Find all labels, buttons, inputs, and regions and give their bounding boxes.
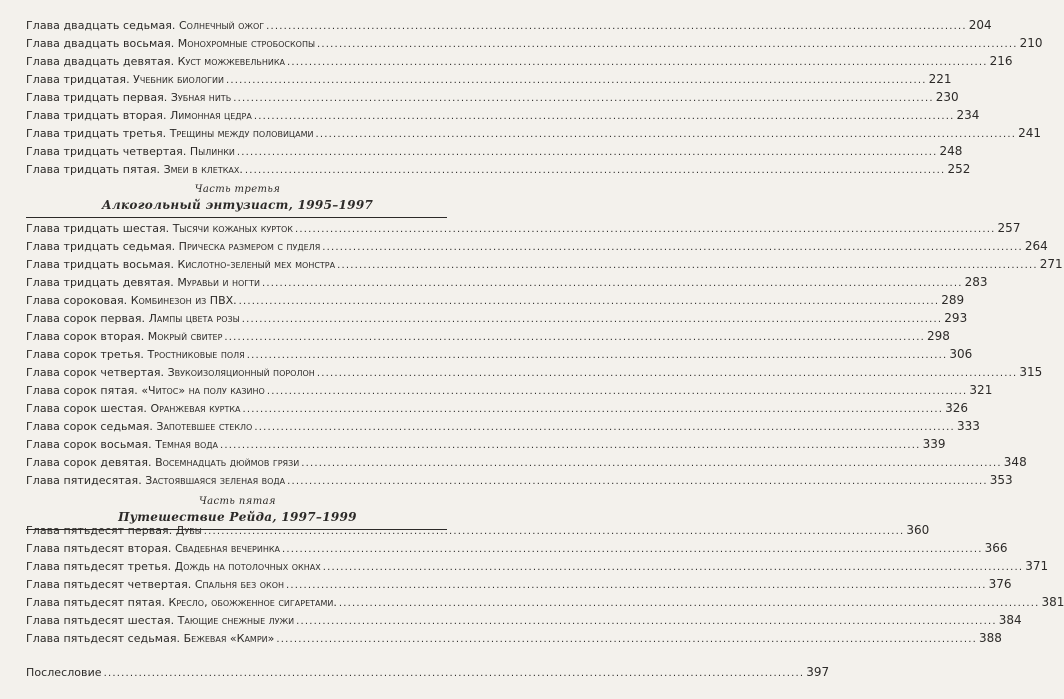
leader-dots: ................................................................................................................................................................ [203,526,905,537]
chapter-title: Темная вода [155,438,218,451]
leader-dots: ................................................................................................................................................................ [262,278,963,289]
leader-dots: ................................................................................................................................................................ [315,129,1017,140]
chapter-title: Лимонная цедра [170,109,252,122]
leader-dots: ................................................................................................................................................................ [322,242,1023,253]
toc-entry [26,539,1008,557]
leader-dots: ................................................................................................................................................................ [219,440,921,451]
toc-entry [26,521,930,539]
toc-entry [26,471,1013,489]
part-three-label: Часть третья [194,184,281,195]
chapter-label: Глава тридцать четвертая. [26,145,187,158]
chapter-label: Глава пятьдесят четвертая. [26,578,192,591]
leader-dots: ................................................................................................................................................................ [287,476,988,487]
leader-dots: ................................................................................................................................................................ [266,386,968,397]
part-three-divider [26,217,447,218]
leader-dots: ................................................................................................................................................................ [286,580,987,591]
chapter-label: Глава сорок шестая. [26,402,147,415]
afterword-label: Послесловие [26,666,102,679]
chapter-label: Глава тридцать вторая. [26,109,167,122]
leader-dots: ................................................................................................................................................................ [286,57,988,68]
leader-dots: ................................................................................................................................................................ [266,21,967,32]
toc-entry [26,237,1048,255]
toc-entry-afterword [26,663,830,681]
chapter-label: Глава тридцать седьмая. [26,240,176,253]
leader-dots: ................................................................................................................................................................ [296,616,997,627]
leader-dots: ................................................................................................................................................................ [253,111,955,122]
chapter-label: Глава пятьдесят шестая. [26,614,175,627]
page-number: 353 [989,473,1013,487]
chapter-title: Восемнадцать дюймов грязи [155,456,300,469]
leader-dots: ................................................................................................................................................................ [246,350,948,361]
page-number: 252 [947,162,971,176]
chapter-title: Кресло, обожженное сигаретами. [168,596,337,609]
leader-dots: ................................................................................................................................................................ [241,314,943,325]
chapter-title: Свадебная вечеринка [174,542,280,555]
leader-dots: ................................................................................................................................................................ [254,422,955,433]
page-number: 381 [1041,595,1064,609]
toc-entry [26,381,993,399]
chapter-title: Мокрый свитер [147,330,223,343]
chapter-title: Застоявшаяся зеленая вода [145,474,286,487]
toc-entry [26,309,968,327]
page-number: 293 [944,311,968,325]
page-number: 306 [949,347,973,361]
toc-entry [26,34,1043,52]
chapter-label: Глава пятьдесят седьмая. [26,632,181,645]
toc-entry [26,124,1042,142]
chapter-label: Глава сороковая. [26,294,128,307]
page-number: 248 [939,144,963,158]
chapter-title: Дождь на потолочных окнах [174,560,321,573]
toc-entry [26,453,1027,471]
toc-entry [26,345,973,363]
leader-dots: ................................................................................................................................................................ [224,332,925,343]
chapter-title: Солнечный ожог [178,19,265,32]
page-number: 241 [1018,126,1042,140]
chapter-title: Монохромные стробоскопы [177,37,316,50]
chapter-label: Глава пятьдесят третья. [26,560,172,573]
page-number: 289 [941,293,965,307]
chapter-title: Бежевая «Камри» [183,632,275,645]
chapter-title: Пылинки [189,145,235,158]
leader-dots: ................................................................................................................................................................ [225,75,927,86]
chapter-label: Глава тридцать девятая. [26,276,174,289]
chapter-label: Глава двадцать девятая. [26,55,175,68]
chapter-label: Глава сорок пятая. [26,384,138,397]
part-three-title: Алкогольный энтузиаст, 1995–1997 [101,198,374,212]
chapter-label: Глава сорок седьмая. [26,420,153,433]
toc-entry [26,106,980,124]
page-number: 376 [988,577,1012,591]
page-number: 264 [1024,239,1048,253]
chapter-title: Звукоизоляционный поролон [167,366,315,379]
page-number: 366 [984,541,1008,555]
toc-entry [26,435,946,453]
toc-entry [26,291,965,309]
page-number: 271 [1039,257,1063,271]
chapter-label: Глава сорок вторая. [26,330,145,343]
chapter-title: Прическа размером с пуделя [178,240,321,253]
chapter-label: Глава тридцать пятая. [26,163,161,176]
leader-dots: ................................................................................................................................................................ [317,39,1018,50]
chapter-label: Глава сорок девятая. [26,456,152,469]
chapter-title: Тысячи кожаных курток [172,222,293,235]
toc-entry [26,219,1021,237]
leader-dots: ................................................................................................................................................................ [338,598,1040,609]
toc-entry [26,593,1064,611]
chapter-label: Глава сорок первая. [26,312,146,325]
toc-entry [26,629,1002,647]
page-number: 397 [806,665,830,679]
chapter-label: Глава сорок третья. [26,348,144,361]
page-number: 371 [1025,559,1049,573]
page-number: 216 [989,54,1013,68]
chapter-title: Лампы цвета розы [148,312,240,325]
page-number: 321 [969,383,993,397]
leader-dots: ................................................................................................................................................................ [242,404,944,415]
chapter-label: Глава пятьдесят первая. [26,524,173,537]
page-number: 257 [997,221,1021,235]
chapter-label: Глава двадцать седьмая. [26,19,176,32]
chapter-label: Глава сорок четвертая. [26,366,165,379]
toc-entry [26,88,959,106]
toc-entry [26,160,971,178]
chapter-title: Зубная нить [170,91,232,104]
page-number: 315 [1019,365,1043,379]
chapter-title: Трещины между половицами [169,127,314,140]
leader-dots: ................................................................................................................................................................ [236,147,938,158]
toc-entry [26,557,1049,575]
chapter-title: Дубы [175,524,202,537]
toc-entry [26,327,950,345]
chapter-label: Глава сорок восьмая. [26,438,152,451]
chapter-title: Змеи в клетках. [163,163,243,176]
page-number: 333 [956,419,980,433]
toc-entry [26,273,988,291]
leader-dots: ................................................................................................................................................................ [322,562,1024,573]
toc-entry [26,399,969,417]
page-number: 384 [998,613,1022,627]
page-number: 221 [928,72,952,86]
chapter-label: Глава пятьдесят вторая. [26,542,172,555]
page-number: 388 [978,631,1002,645]
page-number: 283 [964,275,988,289]
leader-dots: ................................................................................................................................................................ [238,296,940,307]
chapter-title: Кислотно-зеленый мех монстра [177,258,336,271]
chapter-title: «Читос» на полу казино [141,384,265,397]
leader-dots: ................................................................................................................................................................ [294,224,996,235]
chapter-label: Глава тридцать первая. [26,91,168,104]
page-number: 298 [927,329,950,343]
part-five-title: Путешествие Рейда, 1997–1999 [118,510,357,524]
toc-entry [26,417,980,435]
chapter-title: Муравьи и ногти [177,276,261,289]
chapter-label: Глава тридцать третья. [26,127,167,140]
leader-dots: ................................................................................................................................................................ [301,458,1002,469]
chapter-label: Глава пятидесятая. [26,474,142,487]
toc-entry [26,575,1012,593]
leader-dots: ................................................................................................................................................................ [337,260,1038,271]
leader-dots: ................................................................................................................................................................ [282,544,983,555]
chapter-title: Спальня без окон [194,578,285,591]
leader-dots: ................................................................................................................................................................ [244,165,946,176]
chapter-title: Запотевшее стекло [156,420,253,433]
chapter-title: Оранжевая куртка [150,402,241,415]
chapter-title: Тающие снежные лужи [177,614,295,627]
chapter-label: Глава тридцатая. [26,73,130,86]
chapter-title: Комбинезон из ПВХ. [130,294,237,307]
page-number: 230 [935,90,959,104]
page-number: 326 [945,401,969,415]
toc-entry [26,142,963,160]
leader-dots: ................................................................................................................................................................ [233,93,934,104]
toc-entry [26,70,952,88]
toc-entry [26,255,1063,273]
page-number: 204 [968,18,992,32]
page-number: 339 [922,437,946,451]
leader-dots: ................................................................................................................................................................ [103,668,805,679]
page-number: 348 [1003,455,1027,469]
page-number: 360 [906,523,930,537]
leader-dots: ................................................................................................................................................................ [276,634,977,645]
chapter-title: Тростниковые поля [147,348,245,361]
toc-entry [26,52,1013,70]
chapter-label: Глава тридцать шестая. [26,222,170,235]
chapter-label: Глава двадцать восьмая. [26,37,175,50]
leader-dots: ................................................................................................................................................................ [316,368,1018,379]
toc-entry [26,363,1043,381]
page-number: 234 [956,108,980,122]
chapter-label: Глава тридцать восьмая. [26,258,175,271]
toc-entry [26,611,1022,629]
page-number: 210 [1019,36,1043,50]
part-five-label: Часть пятая [199,496,276,507]
chapter-title: Куст можжевельника [177,55,285,68]
toc-entry [26,16,992,34]
chapter-title: Учебник биологии [133,73,224,86]
chapter-label: Глава пятьдесят пятая. [26,596,166,609]
